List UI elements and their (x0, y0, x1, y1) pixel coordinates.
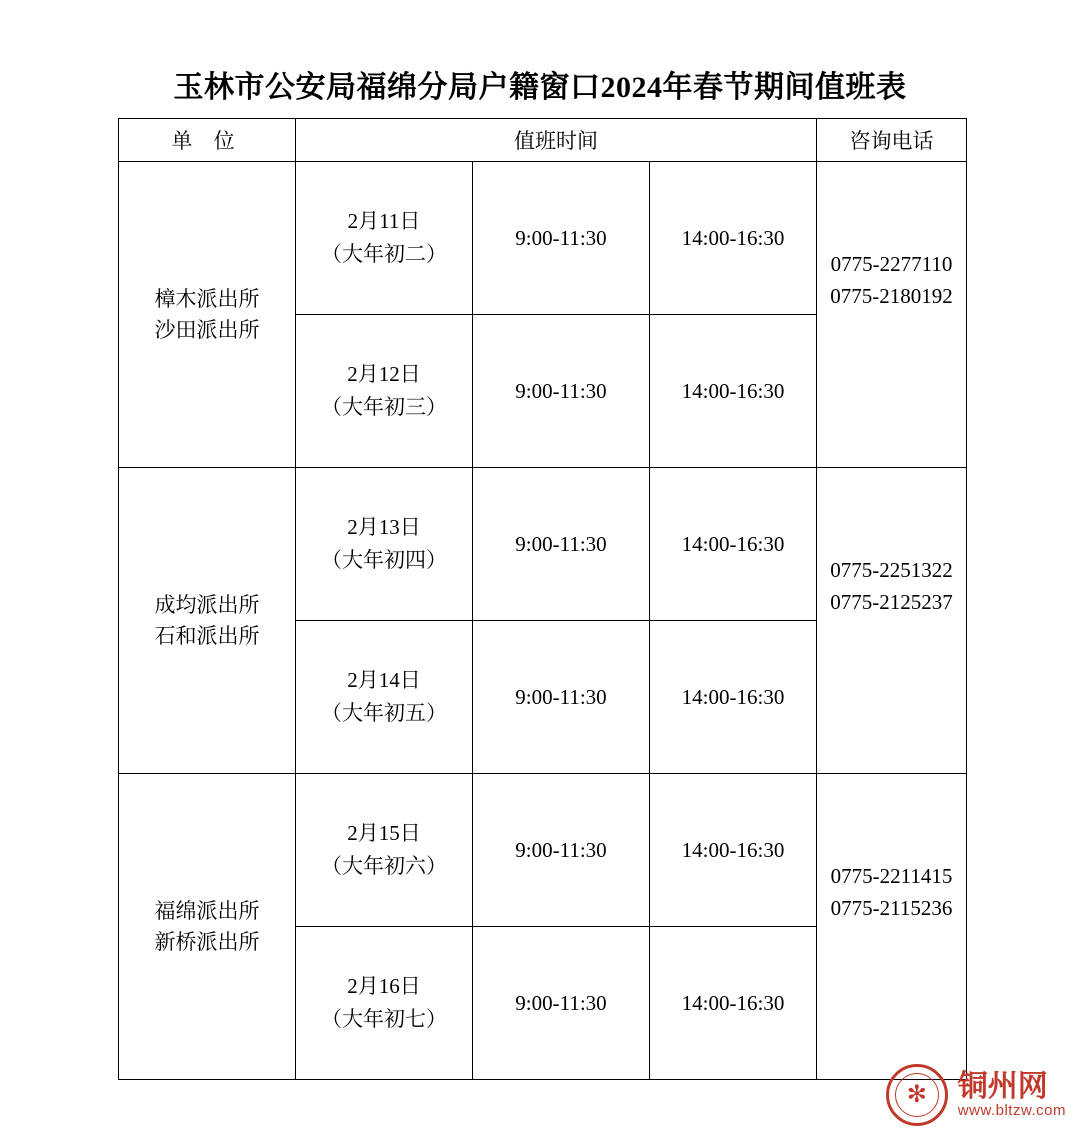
phone-lines (817, 249, 966, 312)
date-line-2: （大年初六） (321, 854, 447, 878)
morning-time-cell: 9:00-11:30 (473, 621, 650, 774)
phone-cell (817, 774, 967, 1080)
unit-lines (119, 590, 295, 651)
morning-time-cell: 9:00-11:30 (473, 774, 650, 927)
watermark-site-name: 铜州网 (957, 1070, 1048, 1104)
morning-time-cell: 9:00-11:30 (473, 162, 650, 315)
date-line-1: 2月16日 (347, 974, 421, 999)
phone-line-1: 0775-2277110 (830, 252, 953, 276)
unit-lines (119, 896, 295, 957)
unit-line-1: 福绵派出所 (154, 899, 260, 924)
watermark-text (958, 1071, 1066, 1118)
afternoon-time-cell: 14:00-16:30 (650, 621, 817, 774)
date-cell (296, 774, 473, 927)
afternoon-time-cell: 14:00-16:30 (650, 774, 817, 927)
table-row (119, 468, 967, 621)
column-header-unit: 单 位 (119, 119, 296, 162)
afternoon-time-cell: 14:00-16:30 (650, 162, 817, 315)
unit-line-1: 成均派出所 (154, 593, 260, 618)
column-header-phone: 咨询电话 (817, 119, 967, 162)
phone-lines (817, 861, 966, 924)
date-line-1: 2月15日 (347, 821, 421, 846)
afternoon-time-cell: 14:00-16:30 (650, 927, 817, 1080)
phone-cell (817, 162, 967, 468)
column-header-duty-time: 值班时间 (296, 119, 817, 162)
watermark (886, 1064, 1066, 1126)
unit-line-2: 石和派出所 (154, 623, 260, 648)
date-line-2: （大年初五） (321, 701, 447, 725)
date-cell (296, 315, 473, 468)
date-cell (296, 468, 473, 621)
table-row (119, 774, 967, 927)
unit-line-2: 新桥派出所 (154, 929, 260, 954)
unit-cell (119, 774, 296, 1080)
morning-time-cell: 9:00-11:30 (473, 927, 650, 1080)
page-title: 玉林市公安局福绵分局户籍窗口2024年春节期间值班表 (173, 71, 907, 104)
afternoon-time-cell: 14:00-16:30 (650, 315, 817, 468)
unit-cell (119, 162, 296, 468)
morning-time-cell: 9:00-11:30 (473, 468, 650, 621)
phone-line-2: 0775-2115236 (830, 895, 953, 920)
phone-line-1: 0775-2211415 (830, 864, 953, 888)
unit-line-2: 沙田派出所 (154, 317, 260, 342)
phone-lines (817, 555, 966, 618)
date-line-2: （大年初三） (321, 395, 447, 419)
date-cell (296, 621, 473, 774)
table-row (119, 162, 967, 315)
table-header (119, 119, 967, 162)
phone-cell (817, 468, 967, 774)
phone-line-2: 0775-2180192 (830, 283, 953, 308)
duty-schedule-table (118, 118, 967, 1080)
date-line-1: 2月14日 (347, 668, 421, 693)
date-cell (296, 162, 473, 315)
date-cell (296, 927, 473, 1080)
morning-time-cell: 9:00-11:30 (473, 315, 650, 468)
date-line-1: 2月12日 (347, 362, 421, 387)
phone-line-2: 0775-2125237 (830, 589, 953, 614)
unit-cell (119, 468, 296, 774)
date-line-2: （大年初四） (321, 548, 447, 572)
table-header-row (119, 119, 967, 162)
watermark-site-url: www.bltzw.com (957, 1101, 1066, 1119)
unit-line-1: 樟木派出所 (154, 287, 260, 312)
date-line-1: 2月11日 (347, 209, 421, 234)
date-line-2: （大年初七） (321, 1007, 447, 1031)
table-body (119, 162, 967, 1080)
date-line-2: （大年初二） (321, 242, 447, 266)
unit-lines (119, 284, 295, 345)
phone-line-1: 0775-2251322 (830, 558, 953, 582)
seal-icon (886, 1064, 948, 1126)
afternoon-time-cell: 14:00-16:30 (650, 468, 817, 621)
date-line-1: 2月13日 (347, 515, 421, 540)
